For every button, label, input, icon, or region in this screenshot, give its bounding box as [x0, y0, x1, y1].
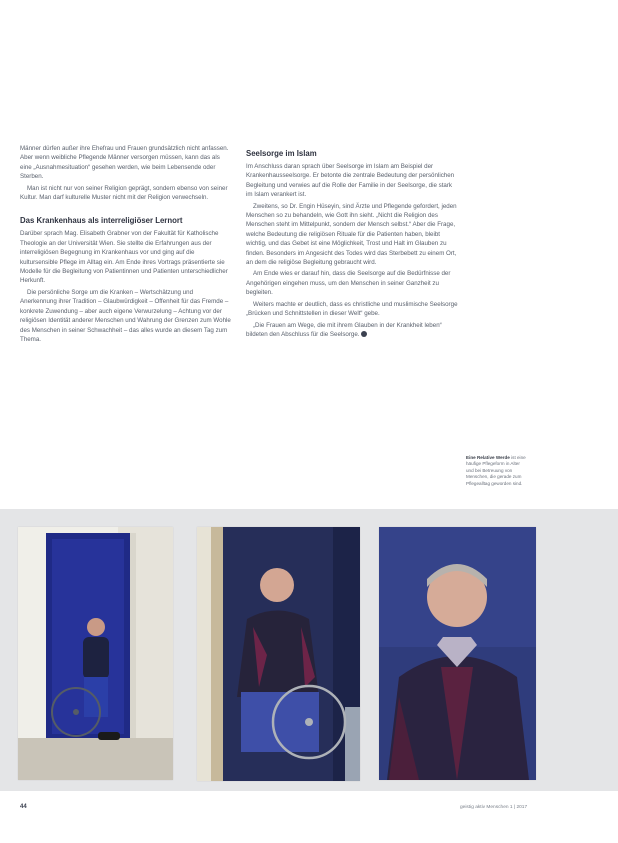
photo-caption [466, 455, 528, 487]
islam-paragraph-5: „Die Frauen am Wege, die mit ihrem Glauben in der Krankheit leben“ bildeten den Abschluss für die Seelsorge. [246, 321, 442, 338]
caption-title: Eine Relative Werde [466, 455, 510, 460]
end-mark-icon [361, 331, 367, 337]
section-paragraph-1: Darüber sprach Mag. Elisabeth Grabner von der Fakultät für Katholische Theologie an der Universität Wien. Sie stellte die Erfahrungen aus der interreligiösen Begegnung im Krankenhaus vor und ging auf die kultursensible Pflege im Alltag ein. Am Ende ihres Vortrags präsentierte sie Modelle für die Begleitung von Patientinnen und Patienten unterschiedlicher Herkunft. [20, 230, 228, 285]
section-paragraph-2: Die persönliche Sorge um die Kranken – Wertschätzung und Anerkennung ihrer Tradition – Glaubwürdigkeit – Offenheit für das Fremde – konkrete Zuwendung – aber auch eigene Verwurzelung – Achtung vor der religiösen Identität anderer Menschen und Wahrung der Grenzen zum Wohle des Menschen in seiner Schwachheit – das alles wurde an diesem Tag zum Thema. [20, 288, 231, 343]
caption-text: ist eine häufige Pflegeform in Alter und bei Betreuung von Menschen, die gerade zum Pflegealltag geworden sind. [466, 455, 526, 486]
publication-footer: geistig aktiv Menschen 1 | 2017 [460, 805, 528, 810]
intro-paragraph-1: Männer dürfen außer ihre Ehefrau und Frauen grundsätzlich nicht anfassen. Aber wenn weibliche Pflegende Männer versorgen müssen, kann das als eine „Ausnahmesituation“ gesehen werden, wie beim Lebensende oder Sterben. [20, 145, 229, 181]
photo-portrait [379, 527, 536, 780]
islam-paragraph-1: Im Anschluss daran sprach über Seelsorge im Islam am Beispiel der Krankenhausseelsorge. Er betonte die zentrale Bedeutung der persönlichen Begleitung und verwies auf die Rolle der Familie in der Seelsorge, die stark im Islam verankert ist. [246, 163, 455, 199]
middle-text-column [246, 147, 458, 341]
islam-paragraph-3: Am Ende wies er darauf hin, dass die Seelsorge auf die Bedürfnisse der Angehörigen eingehen muss, um den Menschen in seiner Ganzheit zu begleiten. [246, 270, 451, 297]
photo-wheelchair-closeup [197, 527, 360, 781]
page-number: 44 [20, 804, 27, 810]
left-text-column [20, 144, 231, 346]
section-heading-hospital: Das Krankenhaus als interreligiöser Lernort [20, 216, 183, 226]
intro-paragraph-2: Man ist nicht nur von seiner Religion geprägt, sondern ebenso von seiner Kultur. Man darf kulturelle Muster nicht mit der Religion verwechseln. [20, 184, 228, 202]
photo-wheelchair-door [18, 527, 173, 780]
section-heading-islam: Seelsorge im Islam [246, 149, 317, 158]
islam-paragraph-4: Weiters machte er deutlich, dass es christliche und muslimische Seelsorge „Brücken und Schnittstellen in dieser Welt“ gebe. [246, 300, 458, 318]
islam-paragraph-2: Zweitens, so Dr. Engin Hüseyin, sind Ärzte und Pflegende gefordert, jeden Menschen so zu behandeln, wie Gott ihn sieht. „Nicht die Religion des Menschen steht im Mittelpunkt, sondern der Mensch selbst.“ Aber die Frage, welche Bedeutung die religiösen Rituale für die Patienten haben, bleibt wichtig, und das Gebet ist eine Möglichkeit, Trost und Halt im Glauben zu finden. Besonders im Angesicht des Todes wird das Sterbebett zu einem Ort, an dem die religiöse Begleitung gebraucht wird. [246, 202, 457, 267]
